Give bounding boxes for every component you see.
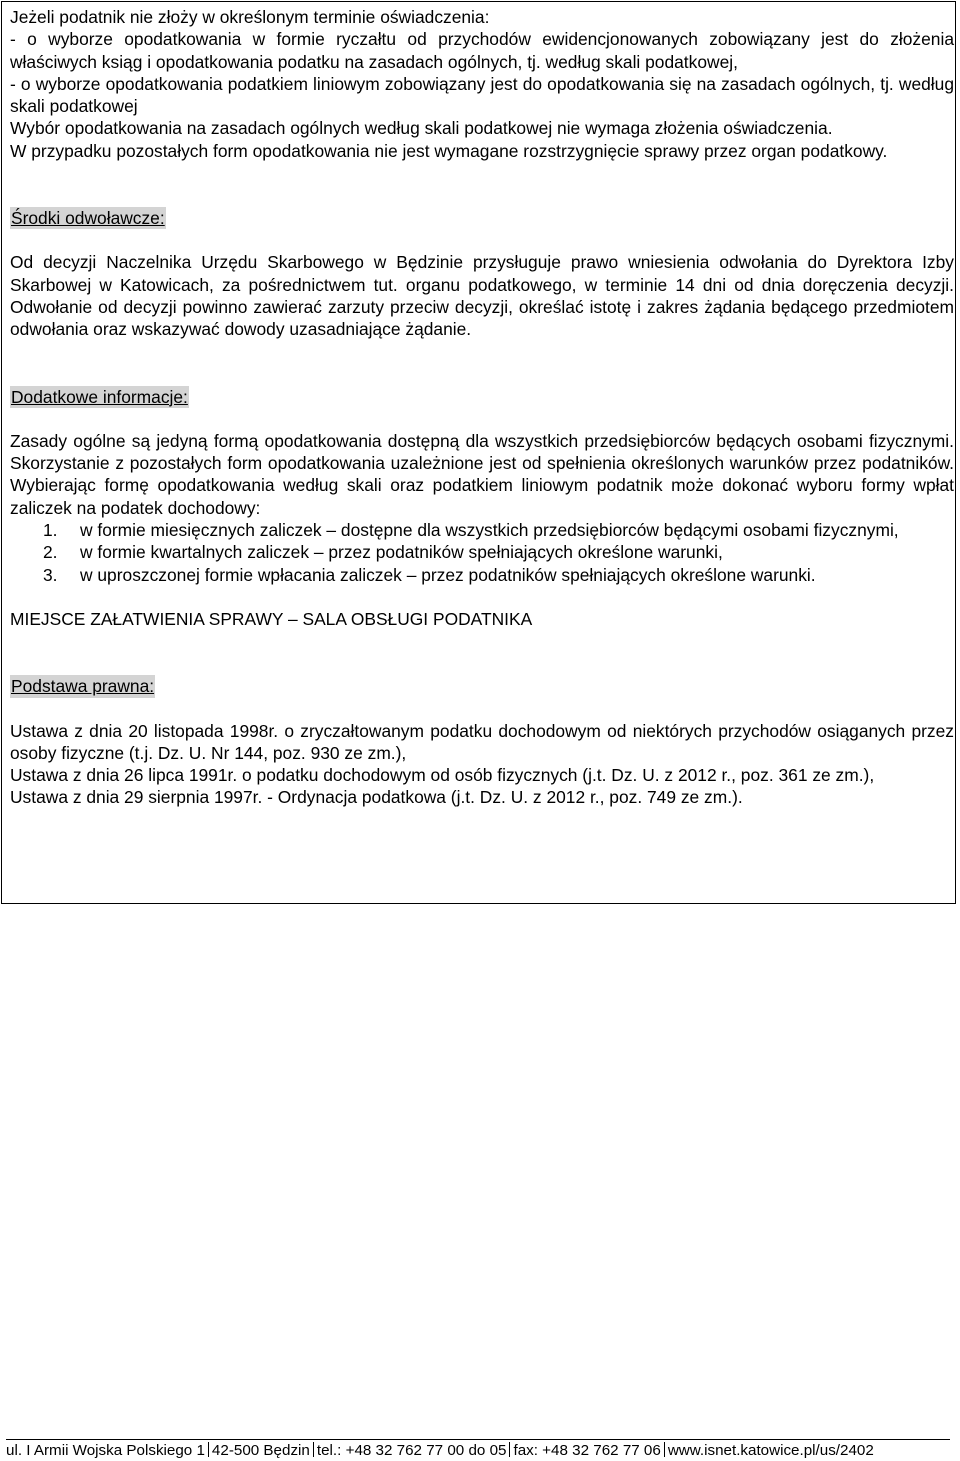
list-item-number: 1.: [43, 520, 58, 541]
footer-fax: fax: +48 32 762 77 06: [513, 1442, 661, 1459]
footer-website-link[interactable]: www.isnet.katowice.pl/us/2402: [667, 1442, 874, 1459]
document-frame: [1, 1, 956, 904]
footer-divider: [208, 1442, 209, 1457]
list-item-text: w formie kwartalnych zaliczek – przez podatników spełniających określone warunki,: [80, 542, 723, 563]
paragraph-note-other: W przypadku pozostałych form opodatkowania nie jest wymagane rozstrzygnięcie sprawy przez organ podatkowy.: [10, 140, 888, 161]
law-ryczalt: Ustawa z dnia 20 listopada 1998r. o zryczałtowanym podatku dochodowym od niektórych przychodów osiąganych przez osoby fizyczne (t.j. Dz. U. Nr 144, poz. 930 ze zm.),: [10, 720, 954, 763]
footer-address: ul. I Armii Wojska Polskiego 1: [6, 1442, 205, 1459]
heading-legal-basis: Podstawa prawna:: [11, 676, 155, 697]
list-item: [10, 541, 954, 563]
list-item-text: w formie miesięcznych zaliczek – dostępne dla wszystkich przedsiębiorców będącymi osobami fizycznymi,: [80, 520, 899, 541]
list-item: [10, 564, 954, 586]
advance-payment-list: [10, 519, 954, 586]
footer-divider: [313, 1442, 314, 1457]
paragraph-appeal: Od decyzji Naczelnika Urzędu Skarbowego w Będzinie przysługuje prawo wniesienia odwołania do Dyrektora Izby Skarbowej w Katowicach, za pośrednictwem tut. organu podatkowego, w terminie 14 dni od dnia doręczenia decyzji. Odwołanie od decyzji powinno zawierać zarzuty przeciw decyzji, określać istotę i zakres żądania będącego przedmiotem odwołania oraz wskazywać dowody uzasadniające żądanie.: [10, 252, 954, 340]
document-content: [10, 6, 954, 809]
heading-additional: Dodatkowe informacje:: [11, 386, 188, 407]
footer-divider: [509, 1442, 510, 1457]
footer-phone: tel.: +48 32 762 77 00 do 05: [316, 1442, 507, 1459]
law-pit: Ustawa z dnia 26 lipca 1991r. o podatku dochodowym od osób fizycznych (j.t. Dz. U. z 2012 r., poz. 361 ze zm.),: [10, 765, 875, 786]
list-item-text: w uproszczonej formie wpłacania zaliczek – przez podatników spełniających określone warunki.: [80, 564, 816, 585]
page-footer: [6, 1439, 950, 1460]
paragraph-liniowy: - o wyborze opodatkowania podatkiem liniowym zobowiązany jest do opodatkowania się na zasadach ogólnych, tj. według skali podatkowej: [10, 73, 954, 117]
paragraph-ryczalt: - o wyborze opodatkowania w formie ryczałtu od przychodów ewidencjonowanych zobowiązany jest do złożenia właściwych ksiąg i opodatkowania podatku na zasadach ogólnych, tj. według skali podatkowej,: [10, 29, 954, 72]
footer-postal: 42-500 Będzin: [211, 1442, 310, 1459]
law-ordynacja: Ustawa z dnia 29 sierpnia 1997r. - Ordynacja podatkowa (j.t. Dz. U. z 2012 r., poz. 749 ze zm.).: [10, 787, 743, 808]
list-item: [10, 519, 954, 541]
location-line: MIEJSCE ZAŁATWIENIA SPRAWY – SALA OBSŁUGI PODATNIKA: [10, 608, 533, 629]
footer-divider: [664, 1442, 665, 1457]
heading-appeal: Środki odwoławcze:: [11, 208, 165, 229]
list-item-number: 3.: [43, 564, 58, 585]
paragraph-additional: Zasady ogólne są jedyną formą opodatkowania dostępną dla wszystkich przedsiębiorców będących osobami fizycznymi. Skorzystanie z pozostałych form opodatkowania uzależnione jest od spełnienia określonych warunków przez podatników. Wybierając formę opodatkowania według skali oraz podatkiem liniowym podatnik może dokonać wyboru formy wpłat zaliczek na podatek dochodowy:: [10, 430, 954, 518]
section-title: Jeżeli podatnik nie złoży w określonym terminie oświadczenia:: [10, 7, 490, 27]
list-item-number: 2.: [43, 542, 58, 563]
paragraph-note-general: Wybór opodatkowania na zasadach ogólnych według skali podatkowej nie wymaga złożenia oświadczenia.: [10, 118, 833, 139]
